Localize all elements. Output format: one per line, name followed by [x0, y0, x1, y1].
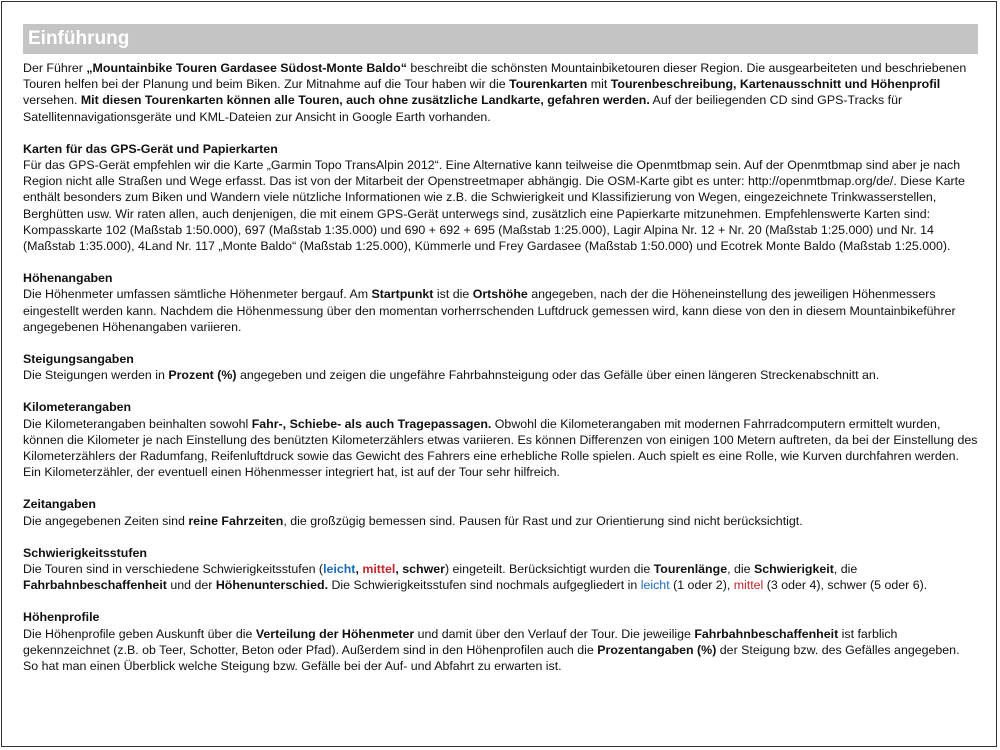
section-paragraph — [23, 157, 978, 254]
text-run: beschreibt die schönsten Mountainbiketouren dieser Region. Die ausgearbeiteten und beschriebenen Touren helfen bei der Planung und beim Biken. Zur Mitnahme auf die Tour haben wir die — [23, 61, 967, 92]
section — [23, 351, 978, 383]
section — [23, 496, 978, 528]
section-heading: Steigungsangaben — [23, 352, 134, 367]
text-run: Auf der beiliegenden CD sind GPS-Tracks für Satellitennavigationsgeräte und KML-Dateien zur Ansicht in Google Earth vorhanden. — [23, 93, 903, 124]
bold-text: , — [355, 562, 363, 577]
text-run: und der — [166, 578, 216, 593]
text-run: angegeben und zeigen die ungefähre Fahrbahnsteigung oder das Gefälle über einen längeren Streckenabschnitt an. — [236, 368, 880, 383]
bold-text: Mit diesen Tourenkarten können alle Touren, auch ohne zusätzliche Landkarte, gefahren werden. — [80, 93, 650, 108]
text-run: Die angegebenen Zeiten sind — [23, 513, 189, 528]
section-paragraph — [23, 286, 978, 335]
text-run: Obwohl die Kilometerangaben mit modernen Fahrradcomputern ermittelt wurden, können die Kilometer je nach Einstellung des benützten Kilometerzählers etwas variieren. Es können Differenzen von einigen 100 Metern auftreten, da bei der Einstellung des Kilometerzählers der Radumfang, Reifenluftdruck sowie das Gewicht des Fahrers eine erhebliche Rolle spielen. Auch spielt es eine Rolle, wie Kurven durchfahren werden. Ein Kilometerzähler, der eventuell einen Höhenmesser integriert hat, ist auf der Tour sehr hilfreich. — [23, 416, 978, 480]
bold-text: reine Fahrzeiten — [188, 513, 284, 528]
text-run: leicht — [640, 578, 670, 593]
text-run: (3 oder 4), schwer (5 oder 6). — [763, 578, 928, 593]
text-run: , die — [727, 562, 754, 577]
document-body — [23, 24, 978, 674]
bold-text: Ortshöhe — [472, 287, 528, 302]
bold-text: Startpunkt — [371, 287, 434, 302]
intro-paragraph — [23, 60, 978, 125]
section — [23, 545, 978, 594]
text-run: ist farblich gekennzeichnet (z.B. ob Teer, Schotter, Beton oder Pfad). Außerdem sind in den Höhenprofilen auch die — [23, 626, 898, 657]
section — [23, 141, 978, 254]
section-paragraph — [23, 561, 978, 593]
text-run: mit — [587, 77, 611, 92]
text-run: angegeben, nach der die Höheneinstellung des jeweiligen Höhenmessers eingestellt werden kann. Nachdem die Höhenmessung über den momentan vorherrschenden Luftdruck gemessen wird, kann diese von den in diesem Mountainbikeführer angegebenen Höhenangaben variieren. — [23, 287, 956, 334]
text-run: Für das GPS-Gerät empfehlen wir die Karte „Garmin Topo TransAlpin 2012“. Eine Alternative kann teilweise die Openmtbmap sein. Auf der Openmtbmap sind aber je nach Region nicht alle Straßen und Wege erfasst. Das ist von der Mitarbeit der Openstreetmaper abhängig. Die OSM-Karte gibt es unter: http://openmtbmap.org/de/. Diese Karte enthält besonders zum Biken und Wandern viele nützliche Informationen wie z.B. die Schwierigkeit und Klassifizierung von Wegen, eingezeichnete Trinkwasserstellen, Berghütten usw. Wir raten allen, auch denjenigen, die mit einem GPS-Gerät unterwegs sind, zusätzlich eine Papierkarte mitzunehmen. Empfehlenswerte Karten sind: Kompasskarte 102 (Maßstab 1:50.000), 697 (Maßstab 1:35.000) und 690 + 692 + 695 (Maßstab 1:25.000), Lagir Alpina Nr. 12 + Nr. 20 (Maßstab 1:25.000) und Nr. 14 (Maßstab 1:35.000), 4Land Nr. 117 „Monte Baldo“ (Maßstab 1:25.000), Kümmerle und Frey Gardasee (Maßstab 1:50.000) und Ecotrek Monte Baldo (Maßstab 1:25.000). — [23, 158, 965, 254]
bold-text: Tourenlänge — [653, 562, 728, 577]
bold-text: Tourenkarten — [509, 77, 588, 92]
sections-container — [23, 141, 978, 674]
text-run: , die — [833, 562, 858, 577]
text-run: ist die — [433, 287, 473, 302]
text-run: Die Kilometerangaben beinhalten sowohl — [23, 416, 252, 431]
bold-text: Fahrbahnbeschaffenheit — [23, 578, 167, 593]
section-heading: Höhenangaben — [23, 271, 113, 286]
section — [23, 399, 978, 480]
section-paragraph — [23, 416, 978, 481]
section-paragraph — [23, 626, 978, 675]
section-heading: Karten für das GPS-Gerät und Papierkarten — [23, 141, 278, 156]
bold-text: Höhenunterschied. — [215, 578, 329, 593]
section-paragraph — [23, 513, 978, 529]
bold-text: leicht — [323, 562, 356, 577]
bold-text: Schwierigkeit — [753, 562, 834, 577]
text-run: Die Steigungen werden in — [23, 368, 169, 383]
text-run: Die Schwierigkeitsstufen sind nochmals aufgegliedert in — [328, 578, 641, 593]
bold-text: , schwer — [395, 562, 445, 577]
text-run: (1 oder 2), — [669, 578, 734, 593]
text-run: mittel — [733, 578, 764, 593]
page-title: Einführung — [23, 24, 978, 54]
section-heading: Kilometerangaben — [23, 400, 132, 415]
section-heading: Höhenprofile — [23, 610, 100, 625]
bold-text: mittel — [362, 562, 396, 577]
text-run: Die Höhenprofile geben Auskunft über die — [23, 626, 256, 641]
bold-text: Verteilung der Höhenmeter — [255, 626, 415, 641]
section-heading: Zeitangaben — [23, 497, 96, 512]
bold-text: Fahrbahnbeschaffenheit — [694, 626, 839, 641]
bold-text: Prozentangaben (%) — [597, 642, 717, 657]
section-paragraph — [23, 367, 978, 383]
bold-text: Fahr-, Schiebe- als auch Tragepassagen. — [251, 416, 492, 431]
page-frame — [1, 1, 997, 747]
text-run: der Steigung bzw. des Gefälles angegeben. So hat man einen Überblick welche Steigung bzw. Gefälle bei der Auf- und Abfahrt zu erwarten ist. — [23, 642, 960, 674]
text-run: Die Höhenmeter umfassen sämtliche Höhenmeter bergauf. Am — [23, 287, 372, 302]
section — [23, 270, 978, 335]
bold-text: Prozent (%) — [168, 368, 237, 383]
text-run: ) eingeteilt. Berücksichtigt wurden die — [444, 562, 654, 577]
text-run: Der Führer — [23, 61, 87, 75]
section-heading: Schwierigkeitsstufen — [23, 545, 147, 560]
bold-text: Tourenbeschreibung, Kartenausschnitt und Höhenprofil — [610, 77, 941, 92]
text-run: Die Touren sind in verschiedene Schwierigkeitsstufen ( — [23, 562, 324, 577]
text-run: und damit über den Verlauf der Tour. Die jeweilige — [414, 626, 695, 641]
text-run: , die großzügig bemessen sind. Pausen für Rast und zur Orientierung sind nicht berücksichtigt. — [283, 513, 803, 528]
section — [23, 609, 978, 674]
text-run: versehen. — [23, 93, 81, 108]
bold-text: „Mountainbike Touren Gardasee Südost-Monte Baldo“ — [86, 61, 407, 75]
